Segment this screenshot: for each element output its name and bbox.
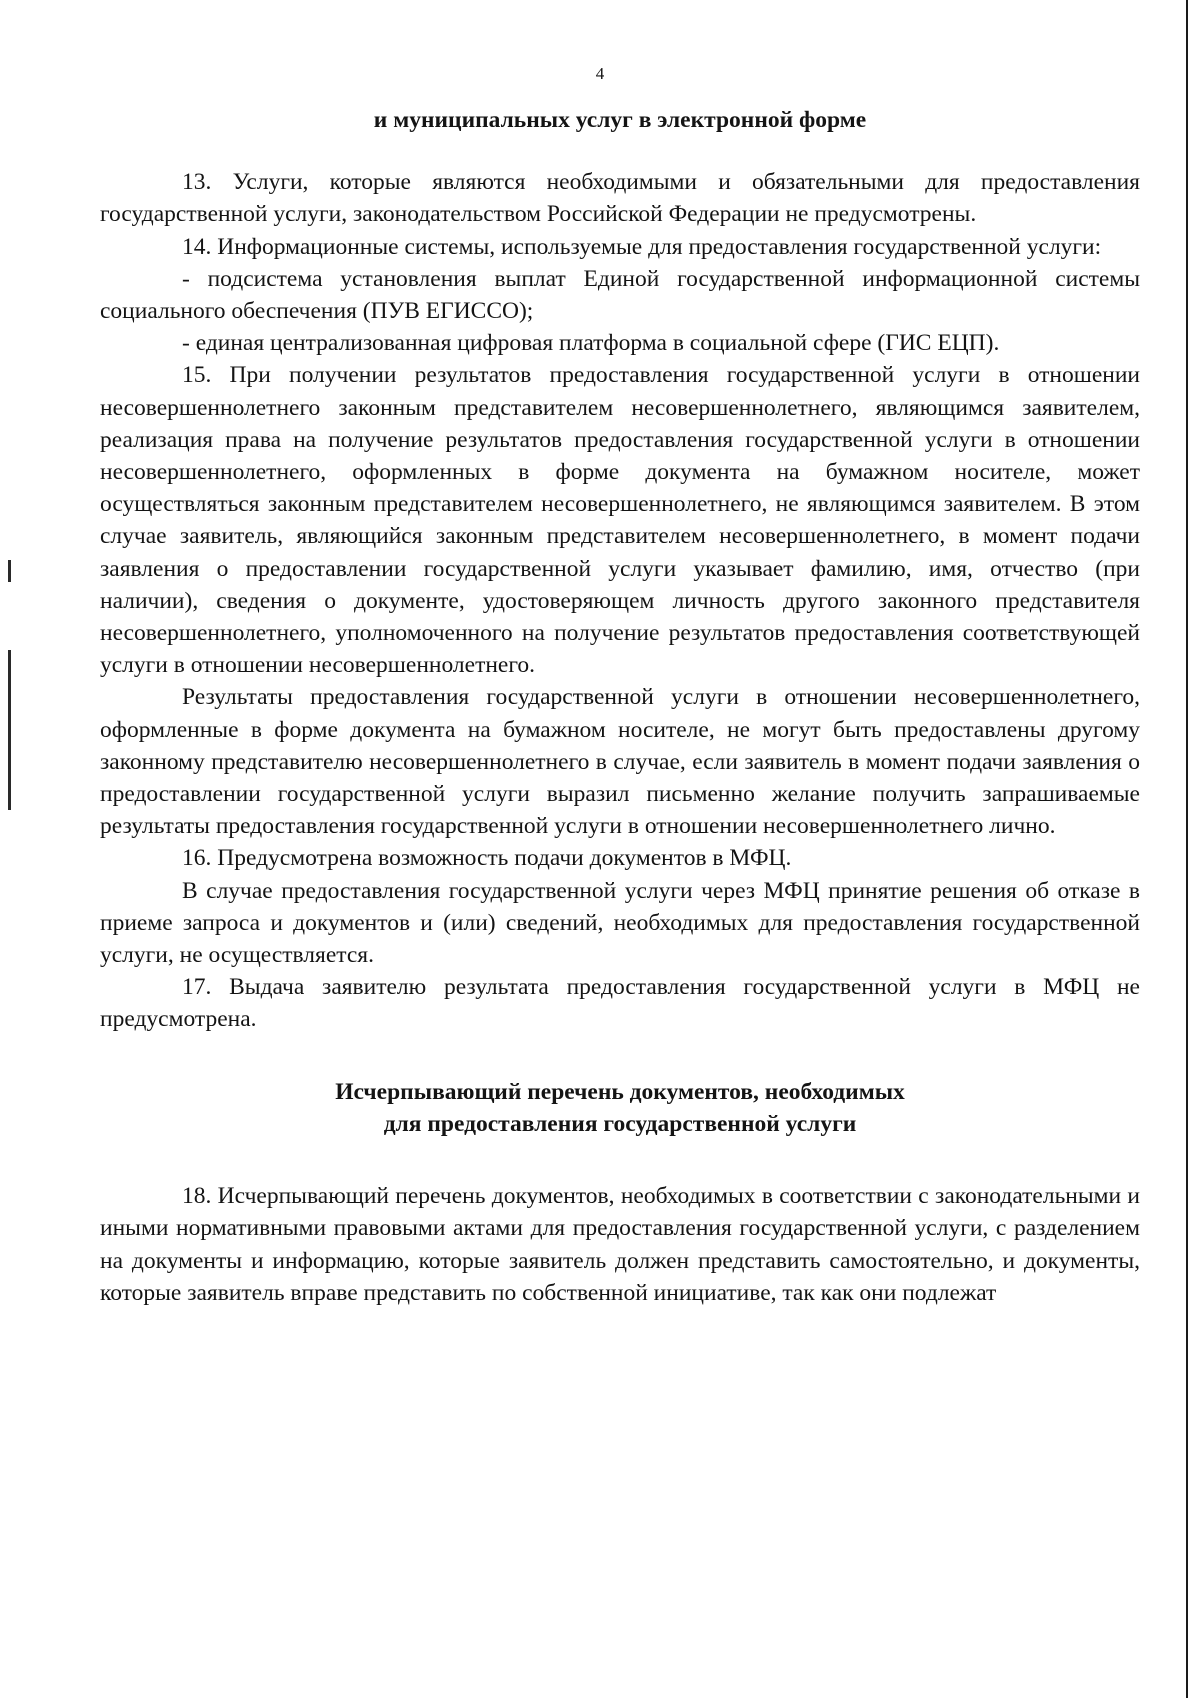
paragraph-16: 16. Предусмотрена возможность подачи документов в МФЦ. [182,845,792,872]
paragraph-17: 17. Выдача заявителю результата предоставления государственной услуги в МФЦ не предусмотрена. [100,974,1140,1033]
list-item-gis-ecp: - единая централизованная цифровая платформа в социальной сфере (ГИС ЕЦП). [182,330,1000,357]
list-item-puv-egisso: - подсистема установления выплат Единой государственной информационной системы социального обеспечения (ПУВ ЕГИССО); [100,265,1140,325]
document-body [100,104,1140,1309]
scan-left-mark [8,560,11,582]
page-number: 4 [595,64,605,83]
paragraph-14: 14. Информационные системы, используемые для предоставления государственной услуги: [182,233,1102,260]
paragraph-13: 13. Услуги, которые являются необходимыми и обязательными для предоставления государственной услуги, законодательством Российской Федерации не предусмотрены. [100,169,1140,228]
section-heading-top: и муниципальных услуг в электронной форме [373,107,867,133]
paragraph-15: 15. При получении результатов предоставления государственной услуги в отношении несовершеннолетнего законным представителем несовершеннолетнего, являющимся заявителем, реализация права на получение результатов предоставления государственной услуги в отношении несовершеннолетнего, оформленных в форме документа на бумажном носителе, может осуществляться законным представителем несовершеннолетнего, не являющимся заявителем. В этом случае заявитель, являющийся законным представителем несовершеннолетнего, в момент подачи заявления о предоставлении государственной услуги указывает фамилию, имя, отчество (при наличии), сведения о документе, удостоверяющем личность другого законного представителя несовершеннолетнего, уполномоченного на получение результатов предоставления соответствующей услуги в отношении несовершеннолетнего. [100,362,1140,679]
paragraph-18: 18. Исчерпывающий перечень документов, необходимых в соответствии с законодательными и иными нормативными правовыми актами для предоставления государственной услуги, с разделением на документы и информацию, которые заявитель должен представить самостоятельно, и документы, которые заявитель вправе представить по собственной инициативе, так как они подлежат [100,1183,1140,1306]
scan-left-mark [8,650,11,810]
section-heading-line2: для предоставления государственной услуги [383,1110,857,1137]
scan-right-border [1186,0,1188,1698]
paragraph-15-results: Результаты предоставления государственной услуги в отношении несовершеннолетнего, оформленные в форме документа на бумажном носителе, не могут быть предоставлены другому законному представителю несовершеннолетнего в случае, если заявитель в момент подачи заявления о предоставлении государственной услуги выразил письменно желание получить запрашиваемые результаты предоставления государственной услуги в отношении несовершеннолетнего лично. [100,684,1140,840]
section-heading-line1: Исчерпывающий перечень документов, необходимых [335,1078,905,1105]
paragraph-16-mfc: В случае предоставления государственной услуги через МФЦ принятие решения об отказе в приеме запроса и документов и (или) сведений, необходимых для предоставления государственной услуги, не осуществляется. [100,877,1140,969]
